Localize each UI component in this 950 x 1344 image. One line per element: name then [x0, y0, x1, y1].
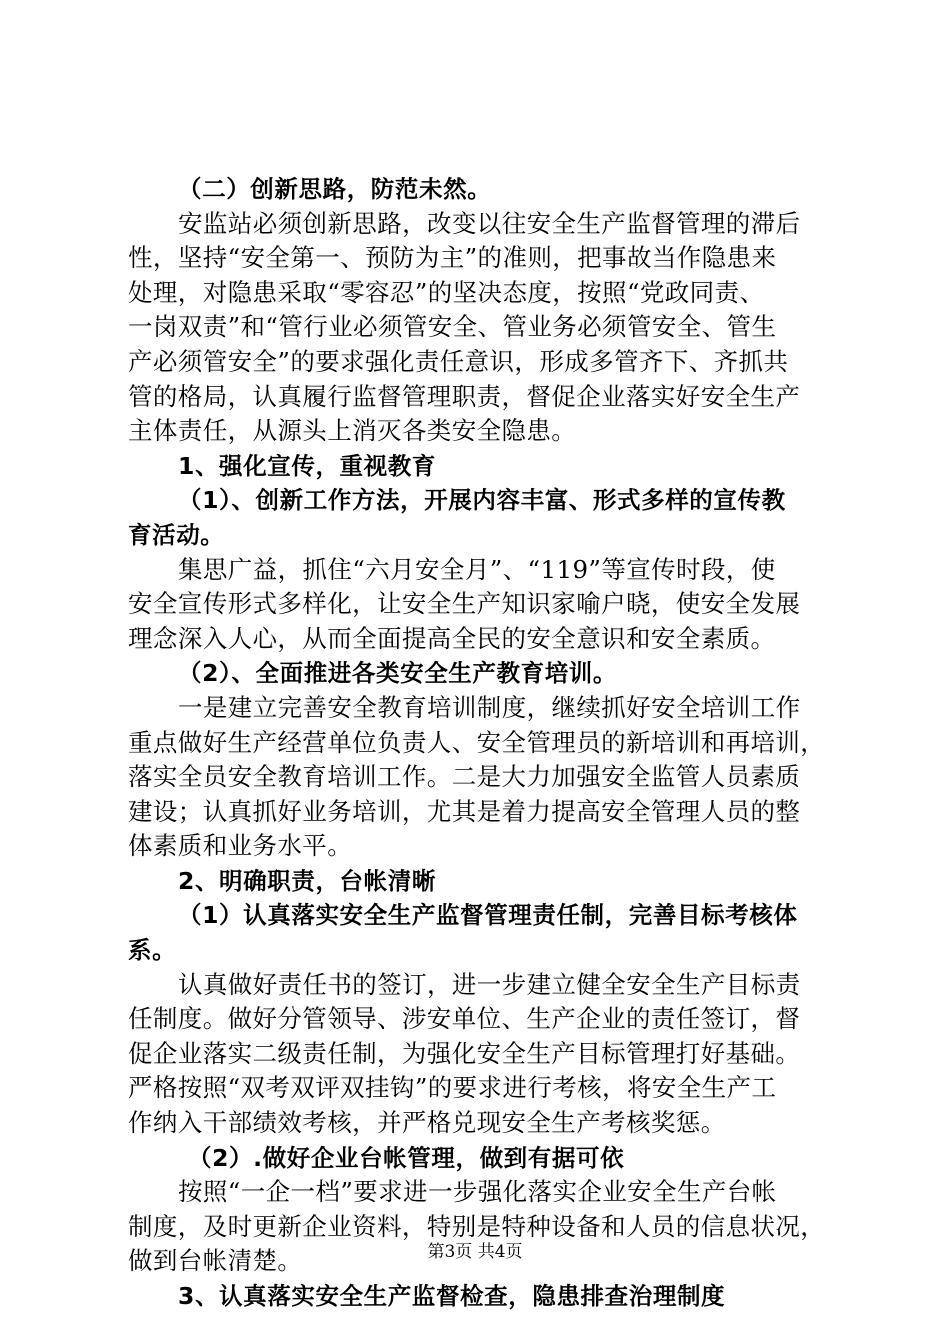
heading-line: 2、明确职责，台帐清晰	[178, 866, 436, 895]
text-line: 落实全员安全教育培训工作。二是大力加强安全监管人员素质	[128, 762, 801, 792]
text-line: 理念深入人心，从而全面提高全民的安全意识和安全素质。	[128, 623, 776, 653]
text-line: 任制度。做好分管领导、涉安单位、生产企业的责任签订，督	[128, 1004, 801, 1034]
text-line: 建设；认真抓好业务培训，尤其是着力提高安全管理人员的整	[128, 796, 801, 826]
text-line: 处理，对隐患采取“零容忍”的坚决态度，按照“党政同责、	[128, 277, 765, 307]
text-line: 管的格局，认真履行监督管理职责，督促企业落实好安全生产	[128, 381, 801, 411]
heading-line: 3、认真落实安全生产监督检查，隐患排查治理制度	[178, 1282, 726, 1310]
text-line: 促企业落实二级责任制，为强化安全生产目标管理打好基础。	[128, 1038, 801, 1068]
text-line: 性，坚持“安全第一、预防为主”的准则，把事故当作隐患来	[128, 243, 777, 273]
heading-line: 育活动。	[128, 520, 225, 549]
heading-line: （2）、全面推进各类安全生产教育培训。	[178, 659, 618, 688]
text-line: 制度，及时更新企业资料，特别是特种设备和人员的信息状况，	[128, 1211, 826, 1241]
heading-line: （2）.做好企业台帐管理，做到有据可依	[188, 1143, 625, 1172]
text-line: 认真做好责任书的签订，进一步建立健全安全生产目标责	[178, 969, 801, 999]
text-line: 安监站必须创新思路，改变以往安全生产监督管理的滞后	[178, 208, 801, 238]
text-line: 按照“一企一档”要求进一步强化落实企业安全生产台帐	[178, 1177, 777, 1207]
text-line: 集思广益，抓住“六月安全月”、“119”等宣传时段，使	[178, 554, 776, 584]
text-line: 产必须管安全”的要求强化责任意识，形成多管齐下、齐抓共	[128, 346, 789, 376]
heading-line: （二）创新思路，防范未然。	[178, 175, 492, 203]
text-line: 体素质和业务水平。	[128, 831, 353, 861]
document-body	[128, 172, 834, 1314]
page-footer: 第3页 共4页	[427, 1242, 523, 1262]
text-line: 一岗双责”和“管行业必须管安全、管业务必须管安全、管生	[128, 312, 777, 342]
text-line: 一是建立完善安全教育培训制度，继续抓好安全培训工作	[178, 692, 801, 722]
heading-line: （1）认真落实安全生产监督管理责任制，完善目标考核体	[178, 901, 798, 930]
heading-line: （1）、创新工作方法，开展内容丰富、形式多样的宣传教	[178, 486, 786, 515]
text-line: 安全宣传形式多样化，让安全生产知识家喻户晓，使安全发展	[128, 589, 801, 619]
text-line: 主体责任，从源头上消灭各类安全隐患。	[128, 416, 577, 446]
text-line: 做到台帐清楚。	[128, 1246, 303, 1276]
text-line: 重点做好生产经营单位负责人、安全管理员的新培训和再培训，	[128, 727, 826, 757]
heading-line: 1、强化宣传，重视教育	[178, 451, 436, 480]
text-line: 作纳入干部绩效考核，并严格兑现安全生产考核奖惩。	[128, 1108, 726, 1138]
text-line: 严格按照“双考双评双挂钩”的要求进行考核，将安全生产工	[128, 1073, 777, 1103]
heading-line: 系。	[128, 936, 177, 965]
